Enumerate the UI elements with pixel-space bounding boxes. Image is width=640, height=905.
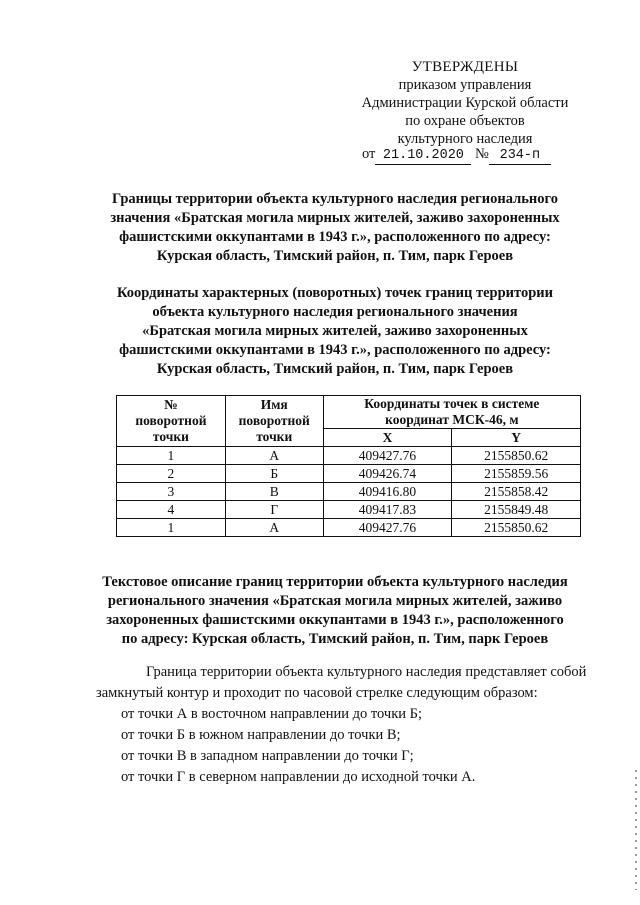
y-value: 2155850.62	[452, 519, 581, 537]
x-value: 409427.76	[323, 447, 452, 465]
boundary-description	[96, 662, 596, 788]
x-value: 409417.83	[323, 501, 452, 519]
y-value: 2155849.48	[452, 501, 581, 519]
header-line: №	[164, 397, 178, 412]
y-value: 2155859.56	[452, 465, 581, 483]
scan-edge-marks	[635, 770, 637, 890]
y-value: 2155850.62	[452, 447, 581, 465]
title-line: Курская область, Тимский район, п. Тим, парк Героев	[156, 361, 514, 377]
title-line: фашистскими оккупантами в 1943 г.», расположенного по адресу:	[119, 342, 551, 358]
approval-line: по охране объектов	[405, 113, 525, 129]
header-line: Координаты точек в системе	[364, 396, 540, 411]
x-value: 409416.80	[323, 483, 452, 501]
title-line: значения «Братская могила мирных жителей, заживо захороненных	[110, 210, 560, 226]
description-item: от точки Б в южном направлении до точки В;	[121, 727, 401, 743]
description-paragraph: Граница территории объекта культурного наследия представляет собой замкнутый контур и проходит по часовой стрелке следующим образом:	[96, 664, 587, 701]
title-line: «Братская могила мирных жителей, заживо захороненных	[142, 323, 528, 339]
y-header: Y	[452, 429, 581, 447]
order-date-number	[362, 146, 551, 165]
approval-line: приказом управления	[398, 77, 532, 93]
approval-line: Администрации Курской области	[361, 95, 569, 111]
number-prefix: №	[475, 146, 489, 162]
point-name: В	[225, 483, 323, 501]
title-line: Текстовое описание границ территории объекта культурного наследия	[102, 574, 568, 590]
point-number: 1	[117, 447, 226, 465]
order-number: 234-п	[489, 148, 551, 165]
description-item: от точки В в западном направлении до точки Г;	[121, 748, 414, 764]
title-line: Границы территории объекта культурного наследия регионального	[112, 191, 558, 207]
description-item: от точки А в восточном направлении до точки Б;	[121, 706, 423, 722]
x-value: 409426.74	[323, 465, 452, 483]
approval-heading: УТВЕРЖДЕНЫ	[411, 59, 519, 75]
approval-stamp	[330, 58, 600, 148]
point-name: Г	[225, 501, 323, 519]
point-name: Б	[225, 465, 323, 483]
coordinates-table	[116, 395, 581, 537]
header-line: поворотной	[238, 413, 310, 428]
point-number: 1	[117, 519, 226, 537]
coordinates-header	[323, 396, 580, 429]
header-line: координат МСК-46, м	[385, 412, 519, 427]
title-line: Курская область, Тимский район, п. Тим, парк Героев	[156, 248, 514, 264]
point-number: 2	[117, 465, 226, 483]
table-row	[117, 519, 581, 537]
point-name: А	[225, 447, 323, 465]
boundaries-title	[95, 190, 575, 266]
table-row	[117, 501, 581, 519]
point-number: 3	[117, 483, 226, 501]
point-name: А	[225, 519, 323, 537]
point-number-header	[117, 396, 226, 447]
x-value: 409427.76	[323, 519, 452, 537]
description-item: от точки Г в северном направлении до исходной точки А.	[121, 769, 476, 785]
date-prefix: от	[362, 146, 376, 162]
table-row	[117, 447, 581, 465]
coordinates-title	[95, 284, 575, 379]
x-header: X	[323, 429, 452, 447]
table-row	[117, 465, 581, 483]
title-line: Координаты характерных (поворотных) точек границ территории	[117, 285, 553, 301]
header-line: точки	[152, 429, 189, 444]
title-line: регионального значения «Братская могила мирных жителей, заживо	[107, 593, 563, 609]
title-line: захороненных фашистскими оккупантами в 1943 г.», расположенного	[106, 612, 564, 628]
point-number: 4	[117, 501, 226, 519]
approval-line: культурного наследия	[397, 131, 533, 147]
title-line: фашистскими оккупантами в 1943 г.», расположенного по адресу:	[119, 229, 551, 245]
header-line: поворотной	[135, 413, 207, 428]
table-row	[117, 483, 581, 501]
title-line: по адресу: Курская область, Тимский район, п. Тим, парк Героев	[121, 631, 549, 647]
text-description-title	[100, 573, 570, 649]
header-line: Имя	[260, 397, 288, 412]
title-line: объекта культурного наследия регионального значения	[152, 304, 518, 320]
point-name-header	[225, 396, 323, 447]
header-line: точки	[256, 429, 293, 444]
order-date: 21.10.2020	[375, 148, 471, 165]
y-value: 2155858.42	[452, 483, 581, 501]
